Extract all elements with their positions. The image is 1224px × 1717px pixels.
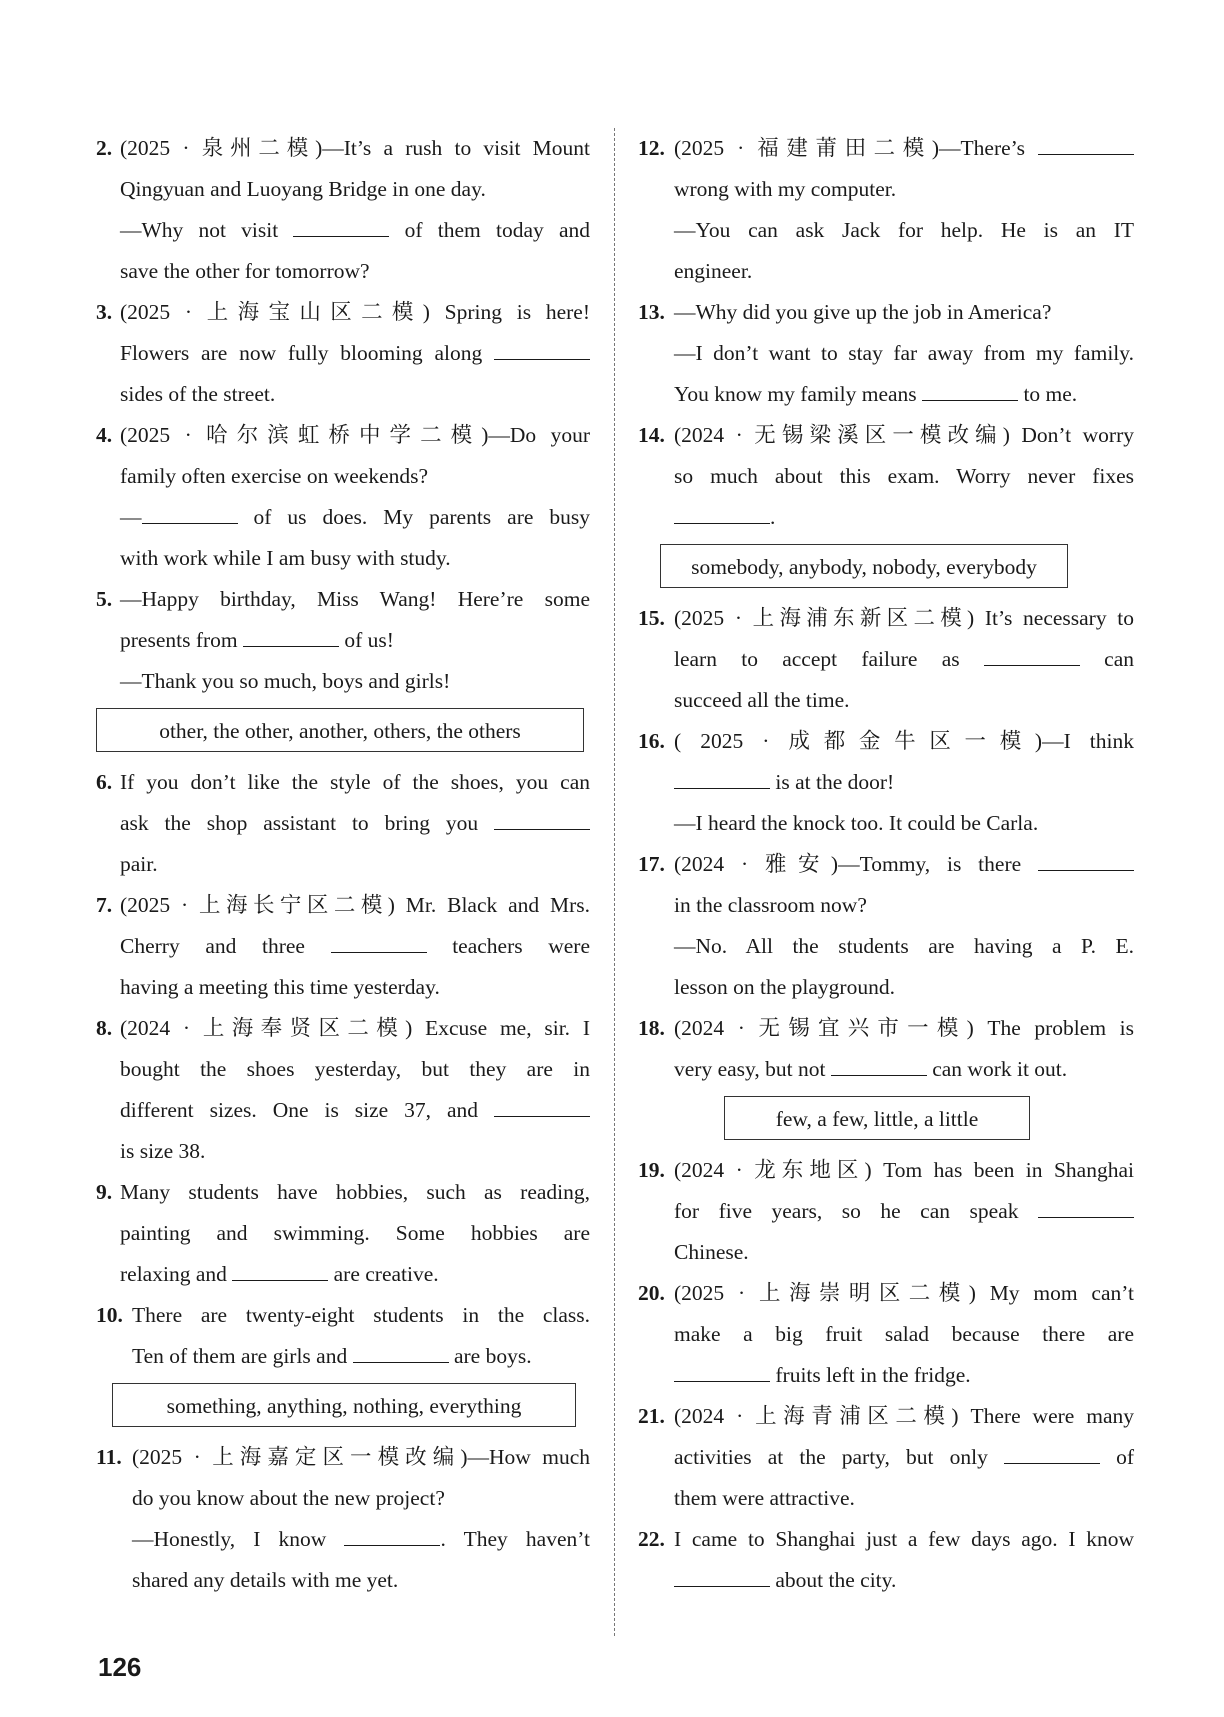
question-6 [96, 762, 590, 885]
question-line: (2025 · 哈尔滨虹桥中学二模)—Do your [120, 423, 590, 447]
question-line: lesson on the playground. [674, 975, 895, 999]
question-line: save the other for tomorrow? [120, 259, 370, 283]
question-5 [96, 579, 590, 702]
answer-blank[interactable] [494, 1094, 590, 1117]
question-text: ask the shop assistant to bring you [120, 811, 479, 835]
answer-blank[interactable] [674, 766, 770, 789]
question-line: ( 2025 · 成都金牛区一模)—I think [674, 729, 1134, 753]
question-text: of [1116, 1445, 1135, 1469]
question-text: can [1104, 647, 1135, 671]
question-10 [96, 1295, 590, 1377]
question-2 [96, 128, 590, 292]
question-line: (2025 · 泉州二模)—It’s a rush to visit Mount [120, 136, 590, 160]
question-line: (2025 · 上海浦东新区二模) It’s necessary to [674, 606, 1134, 630]
question-line: succeed all the time. [674, 688, 850, 712]
question-text: activities at the party, but only [674, 1445, 988, 1469]
question-14 [638, 415, 1134, 538]
question-text: Cherry and three [120, 934, 305, 958]
question-line: I came to Shanghai just a few days ago. I know [674, 1527, 1134, 1551]
question-number: 4. [96, 423, 113, 447]
question-line: —I don’t want to stay far away from my family. [674, 341, 1134, 365]
question-line: —Why did you give up the job in America? [674, 300, 1052, 324]
page-number: 126 [98, 1652, 142, 1682]
answer-blank[interactable] [922, 378, 1018, 401]
question-number: 12. [638, 136, 665, 160]
answer-blank[interactable] [344, 1523, 440, 1546]
question-line: —You can ask Jack for help. He is an IT [674, 218, 1134, 242]
question-number: 2. [96, 136, 113, 160]
answer-blank[interactable] [243, 624, 339, 647]
question-line: —No. All the students are having a P. E. [674, 934, 1134, 958]
question-line: do you know about the new project? [132, 1486, 445, 1510]
question-line: Qingyuan and Luoyang Bridge in one day. [120, 177, 486, 201]
question-number: 19. [638, 1158, 665, 1182]
question-text: to me. [1023, 382, 1078, 406]
question-text: of them today and [404, 218, 591, 242]
question-text: of us does. My parents are busy [253, 505, 590, 529]
question-line: There are twenty-eight students in the class. [132, 1303, 590, 1327]
question-line: (2024 · 无锡宜兴市一模) The problem is [674, 1016, 1134, 1040]
question-line: Chinese. [674, 1240, 749, 1264]
answer-blank[interactable] [494, 807, 590, 830]
question-8 [96, 1008, 590, 1172]
answer-blank[interactable] [1004, 1441, 1100, 1464]
question-number: 10. [96, 1303, 123, 1327]
question-text: —Honestly, I know [132, 1527, 327, 1551]
question-line: (2024 · 无锡梁溪区一模改编) Don’t worry [674, 423, 1134, 447]
question-line: (2024 · 上海奉贤区二模) Excuse me, sir. I [120, 1016, 590, 1040]
question-15 [638, 598, 1134, 721]
question-text: learn to accept failure as [674, 647, 960, 671]
question-text: Ten of them are girls and [132, 1344, 348, 1368]
question-text: presents from [120, 628, 238, 652]
answer-blank[interactable] [674, 1564, 770, 1587]
question-number: 14. [638, 423, 665, 447]
question-text: relaxing and [120, 1262, 227, 1286]
question-12 [638, 128, 1134, 292]
question-line: with work while I am busy with study. [120, 546, 451, 570]
word-bank-box: somebody, anybody, nobody, everybody [660, 544, 1068, 588]
left-column [96, 128, 590, 1601]
question-line: shared any details with me yet. [132, 1568, 399, 1592]
question-number: 11. [96, 1445, 122, 1469]
question-number: 17. [638, 852, 665, 876]
question-line: engineer. [674, 259, 753, 283]
question-number: 8. [96, 1016, 113, 1040]
question-number: 9. [96, 1180, 113, 1204]
question-text: (2025 · 福建莆田二模)—There’s [674, 136, 1026, 160]
question-text: are creative. [333, 1262, 439, 1286]
answer-blank[interactable] [494, 337, 590, 360]
question-11 [96, 1437, 590, 1601]
question-number: 20. [638, 1281, 665, 1305]
question-line: having a meeting this time yesterday. [120, 975, 440, 999]
answer-blank[interactable] [142, 501, 238, 524]
question-4 [96, 415, 590, 579]
question-line: sides of the street. [120, 382, 276, 406]
question-7 [96, 885, 590, 1008]
question-text: teachers were [452, 934, 591, 958]
question-line: (2025 · 上海嘉定区一模改编)—How much [132, 1445, 590, 1469]
question-line: make a big fruit salad because there are [674, 1322, 1134, 1346]
question-text: Flowers are now fully blooming along [120, 341, 483, 365]
question-line: wrong with my computer. [674, 177, 897, 201]
word-bank-box: few, a few, little, a little [724, 1096, 1030, 1140]
answer-blank[interactable] [232, 1258, 328, 1281]
question-line: Many students have hobbies, such as reading, [120, 1180, 590, 1204]
question-line: in the classroom now? [674, 893, 867, 917]
question-text: (2024 · 雅安)—Tommy, is there [674, 852, 1022, 876]
question-line: them were attractive. [674, 1486, 855, 1510]
question-18 [638, 1008, 1134, 1090]
question-17 [638, 844, 1134, 1008]
question-line: (2024 · 龙东地区) Tom has been in Shanghai [674, 1158, 1134, 1182]
question-16 [638, 721, 1134, 844]
question-number: 15. [638, 606, 665, 630]
answer-blank[interactable] [674, 501, 770, 524]
question-text: are boys. [453, 1344, 532, 1368]
question-21 [638, 1396, 1134, 1519]
question-13 [638, 292, 1134, 415]
question-text: fruits left in the fridge. [775, 1363, 971, 1387]
question-text: —Why not visit [120, 218, 279, 242]
question-text: You know my family means [674, 382, 917, 406]
question-text: different sizes. One is size 37, and [120, 1098, 479, 1122]
question-line: —Thank you so much, boys and girls! [120, 669, 451, 693]
question-text: of us! [344, 628, 394, 652]
question-number: 6. [96, 770, 113, 794]
answer-blank[interactable] [1038, 1195, 1134, 1218]
question-line: is size 38. [120, 1139, 206, 1163]
question-number: 22. [638, 1527, 665, 1551]
question-line: pair. [120, 852, 158, 876]
question-text: very easy, but not [674, 1057, 826, 1081]
question-line: (2025 · 上海宝山区二模) Spring is here! [120, 300, 590, 324]
answer-blank[interactable] [331, 930, 427, 953]
question-number: 3. [96, 300, 113, 324]
question-text: . They haven’t [440, 1527, 590, 1551]
question-line: (2025 · 上海崇明区二模) My mom can’t [674, 1281, 1134, 1305]
answer-blank[interactable] [831, 1053, 927, 1076]
question-number: 7. [96, 893, 113, 917]
question-line: so much about this exam. Worry never fixes [674, 464, 1134, 488]
question-text: for five years, so he can speak [674, 1199, 1019, 1223]
word-bank-box: other, the other, another, others, the others [96, 708, 584, 752]
column-divider [614, 128, 615, 1636]
question-line: (2025 · 上海长宁区二模) Mr. Black and Mrs. [120, 893, 590, 917]
question-19 [638, 1150, 1134, 1273]
question-text: . [770, 505, 776, 529]
answer-blank[interactable] [984, 643, 1080, 666]
question-3 [96, 292, 590, 415]
question-line: painting and swimming. Some hobbies are [120, 1221, 590, 1245]
answer-blank[interactable] [674, 1359, 770, 1382]
question-text: is at the door! [775, 770, 895, 794]
question-9 [96, 1172, 590, 1295]
right-column [638, 128, 1134, 1601]
question-line: —I heard the knock too. It could be Carla. [674, 811, 1039, 835]
answer-blank[interactable] [1038, 132, 1134, 155]
question-text: about the city. [775, 1568, 897, 1592]
answer-blank[interactable] [353, 1340, 449, 1363]
question-line: bought the shoes yesterday, but they are in [120, 1057, 590, 1081]
question-number: 18. [638, 1016, 665, 1040]
answer-blank[interactable] [1038, 848, 1134, 871]
answer-blank[interactable] [293, 214, 389, 237]
question-number: 5. [96, 587, 113, 611]
question-line: (2024 · 上海青浦区二模) There were many [674, 1404, 1134, 1428]
question-20 [638, 1273, 1134, 1396]
word-bank-box: something, anything, nothing, everything [112, 1383, 576, 1427]
question-line: If you don’t like the style of the shoes, you can [120, 770, 590, 794]
question-line: —Happy birthday, Miss Wang! Here’re some [120, 587, 590, 611]
question-text: can work it out. [932, 1057, 1068, 1081]
question-text: — [120, 505, 142, 529]
question-number: 21. [638, 1404, 665, 1428]
question-line: family often exercise on weekends? [120, 464, 429, 488]
question-22 [638, 1519, 1134, 1601]
question-number: 13. [638, 300, 665, 324]
question-number: 16. [638, 729, 665, 753]
